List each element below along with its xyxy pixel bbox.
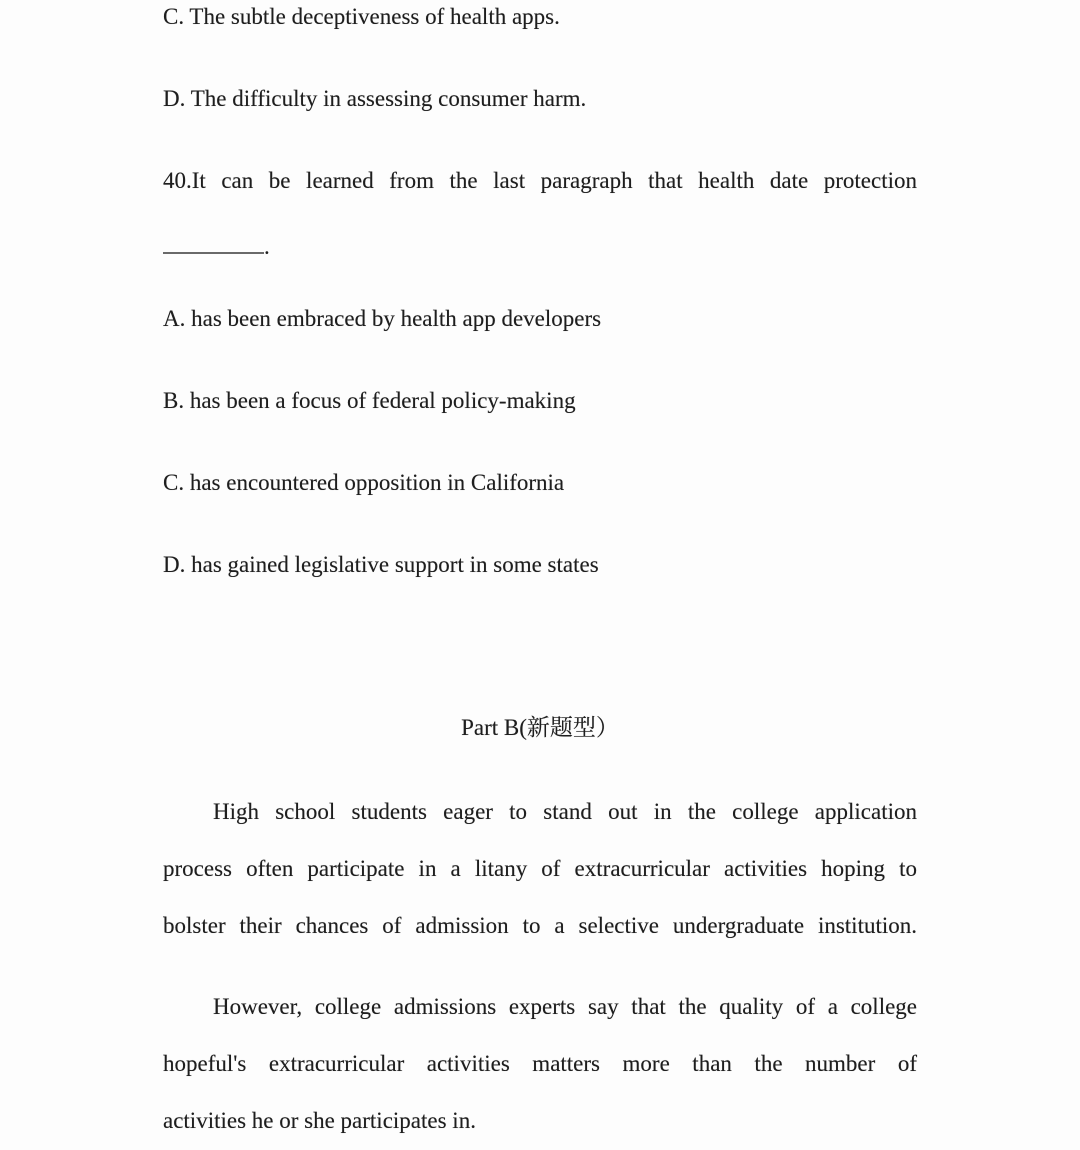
question-40-option-c: C. has encountered opposition in California [163,470,565,495]
question-39-option-d: D. The difficulty in assessing consumer harm. [163,86,587,111]
part-b-paragraph-1 [163,783,917,954]
paragraph-2-line-3: activities he or she participates in. [163,1108,476,1133]
question-40-answer-blank [163,231,917,263]
document-page [0,1,1080,1150]
question-40-option-b: B. has been a focus of federal policy-making [163,388,576,413]
question-40-option-d: D. has gained legislative support in some states [163,552,599,577]
part-b-paragraph-2 [163,978,917,1149]
question-39-option-c: C. The subtle deceptiveness of health apps. [163,4,560,29]
paragraph-1-line-1: High school students eager to stand out in the college application [213,799,917,824]
question-40-option-a: A. has been embraced by health app developers [163,306,602,331]
question-40-stem: 40.It can be learned from the last paragraph that health date protection [163,168,917,193]
answer-blank-period: . [264,234,270,259]
part-b-heading: Part B(新题型） [461,715,619,740]
answer-blank-underline [163,231,264,254]
paragraph-2-line-2: hopeful's extracurricular activities matters more than the number of [163,1051,917,1076]
paragraph-1-line-2: process often participate in a litany of extracurricular activities hoping to [163,856,917,881]
paragraph-1-line-3: bolster their chances of admission to a selective undergraduate institution. [163,913,917,938]
paragraph-2-line-1: However, college admissions experts say that the quality of a college [213,994,917,1019]
